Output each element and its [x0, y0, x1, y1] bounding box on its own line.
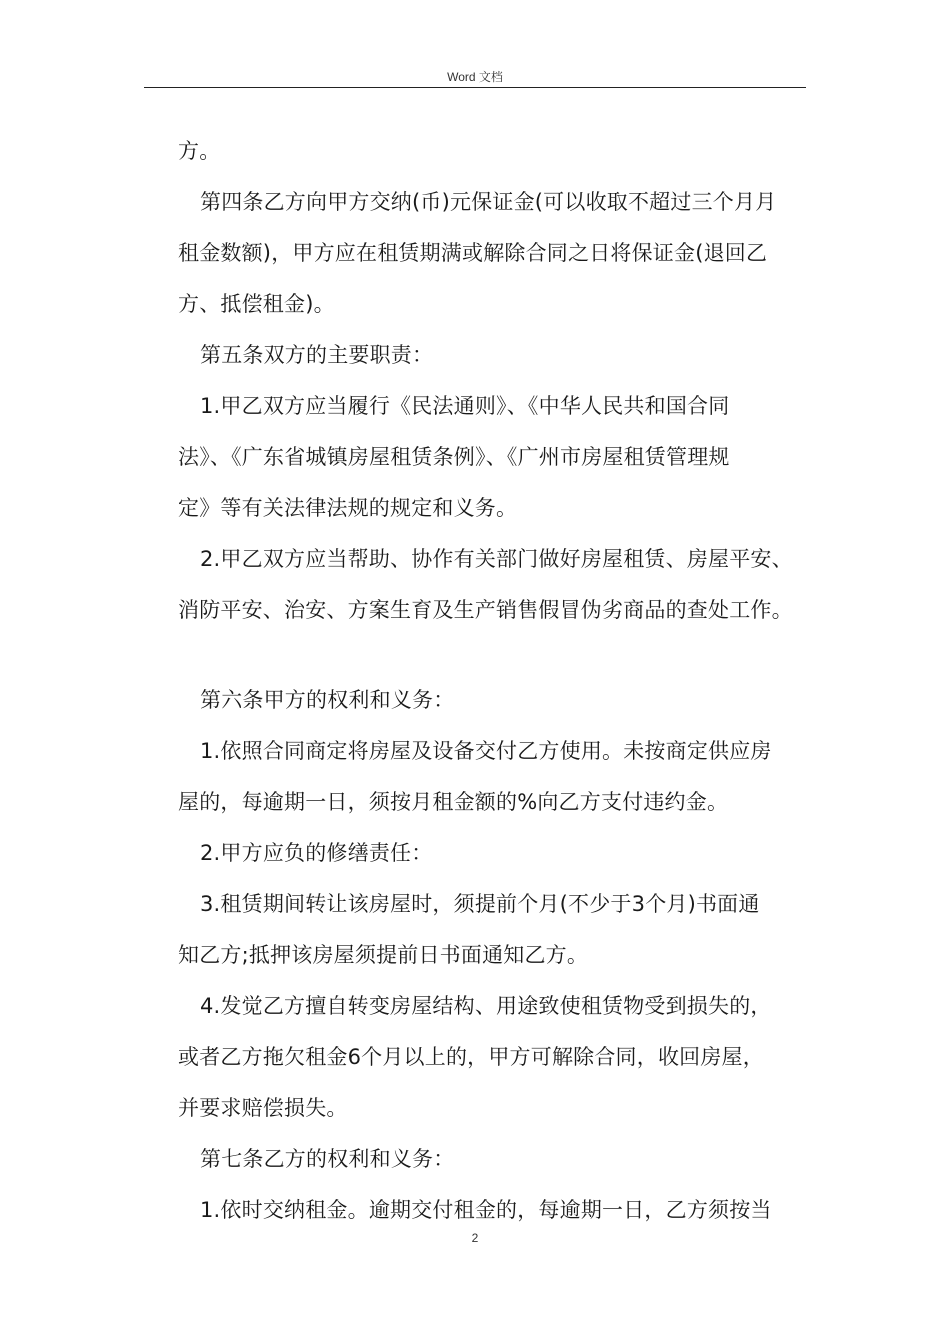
document-body — [178, 126, 818, 1236]
article-6-heading: 第六条甲方的权利和义务： — [200, 688, 455, 712]
list-item: 1.依照合同商定将房屋及设备交付乙方使用。未按商定供应房 — [200, 739, 772, 763]
body-line: 屋的，每逾期一日，须按月租金额的%向乙方支付违约金。 — [178, 790, 729, 814]
body-line: 消防平安、治安、方案生育及生产销售假冒伪劣商品的查处工作。 — [178, 598, 793, 622]
body-line: 或者乙方拖欠租金6个月以上的，甲方可解除合同，收回房屋， — [178, 1045, 764, 1069]
article-4-paragraph: 第四条乙方向甲方交纳(币)元保证金(可以收取不超过三个月月 — [200, 190, 777, 214]
page-number: 2 — [471, 1231, 479, 1245]
header-divider — [144, 87, 806, 88]
body-line: 方、抵偿租金)。 — [178, 292, 335, 316]
body-line: 知乙方;抵押该房屋须提前日书面通知乙方。 — [178, 943, 589, 967]
body-line: 方。 — [178, 139, 221, 163]
header-title: Word 文档 — [447, 70, 503, 84]
paragraph-gap — [178, 636, 818, 675]
list-item: 3.租赁期间转让该房屋时，须提前个月(不少于3个月)书面通 — [200, 892, 760, 916]
list-item: 4.发觉乙方擅自转变房屋结构、用途致使租赁物受到损失的， — [200, 994, 772, 1018]
list-item: 2.甲方应负的修缮责任： — [200, 841, 433, 865]
body-line: 租金数额)，甲方应在租赁期满或解除合同之日将保证金(退回乙 — [178, 241, 768, 265]
article-7-heading: 第七条乙方的权利和义务： — [200, 1147, 455, 1171]
body-line: 法》、《广东省城镇房屋租赁条例》、《广州市房屋租赁管理规 — [178, 445, 730, 469]
list-item: 2.甲乙双方应当帮助、协作有关部门做好房屋租赁、房屋平安、 — [200, 547, 793, 571]
body-line: 并要求赔偿损失。 — [178, 1096, 348, 1120]
list-item: 1.甲乙双方应当履行《民法通则》、《中华人民共和国合同 — [200, 394, 730, 418]
article-5-heading: 第五条双方的主要职责： — [200, 343, 434, 367]
body-line: 定》等有关法律法规的规定和义务。 — [178, 496, 518, 520]
list-item: 1.依时交纳租金。逾期交付租金的，每逾期一日，乙方须按当 — [200, 1198, 772, 1222]
